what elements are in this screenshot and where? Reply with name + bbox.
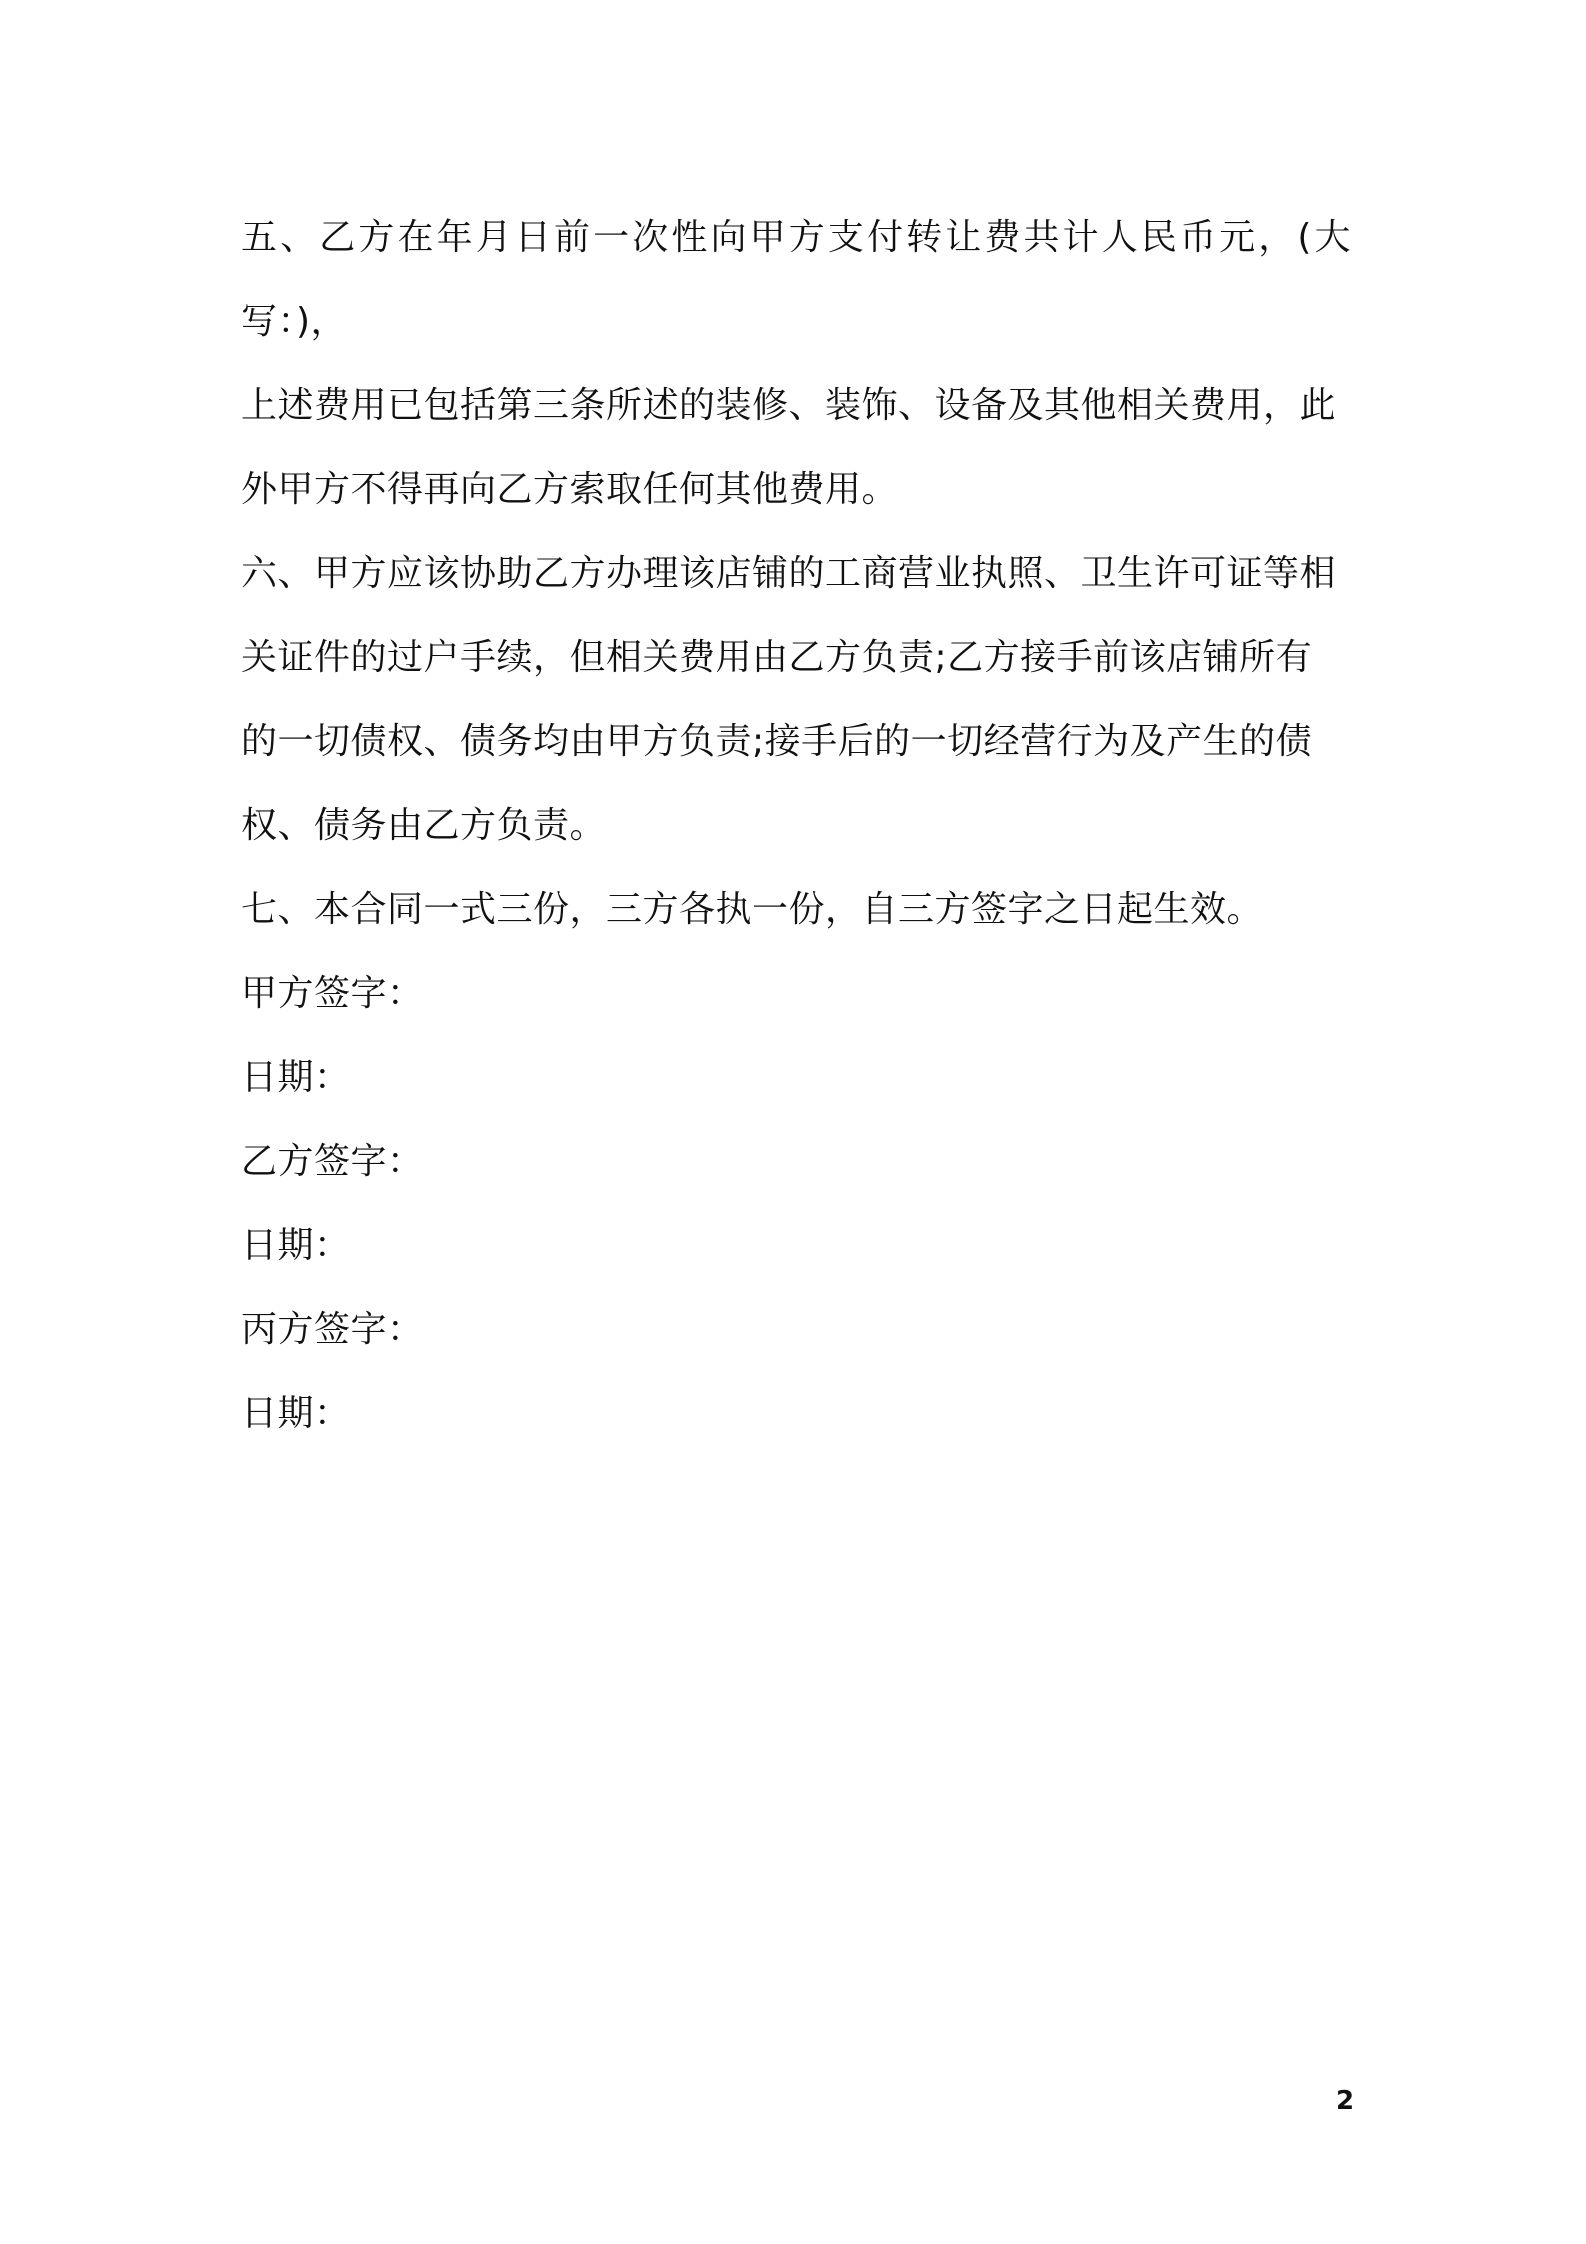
- party-c-date-label: 日期：: [241, 1393, 351, 1434]
- party-b-signature-label: 乙方签字：: [241, 1141, 424, 1182]
- clause-7: [241, 868, 1351, 952]
- party-b-date-label: 日期：: [241, 1225, 351, 1266]
- signature-block: [241, 952, 1351, 1456]
- party-a-signature-label: 甲方签字：: [241, 973, 424, 1014]
- clause-5-line-2: 上述费用已包括第三条所述的装修、装饰、设备及其他相关费用，此: [241, 385, 1337, 426]
- clause-6: [241, 532, 1351, 868]
- party-a-date-label: 日期：: [241, 1057, 351, 1098]
- page-number: 2: [1335, 2086, 1355, 2116]
- clause-6-line-1: 六、甲方应该协助乙方办理该店铺的工商营业执照、卫生许可证等相: [241, 553, 1337, 594]
- clause-6-line-2: 关证件的过户手续，但相关费用由乙方负责;乙方接手前该店铺所有: [241, 637, 1313, 678]
- clause-5: [241, 196, 1351, 532]
- clause-7-line-1: 七、本合同一式三份，三方各执一份，自三方签字之日起生效。: [241, 889, 1264, 930]
- clause-5-line-1: 五、乙方在年月日前一次性向甲方支付转让费共计人民币元，(大写：)，: [241, 217, 1351, 342]
- document-body: [241, 196, 1351, 1456]
- clause-6-line-3: 的一切债权、债务均由甲方负责;接手后的一切经营行为及产生的债: [241, 721, 1313, 762]
- clause-5-line-3: 外甲方不得再向乙方索取任何其他费用。: [241, 469, 899, 510]
- party-c-signature-label: 丙方签字：: [241, 1309, 424, 1350]
- clause-6-line-4: 权、债务由乙方负责。: [241, 805, 607, 846]
